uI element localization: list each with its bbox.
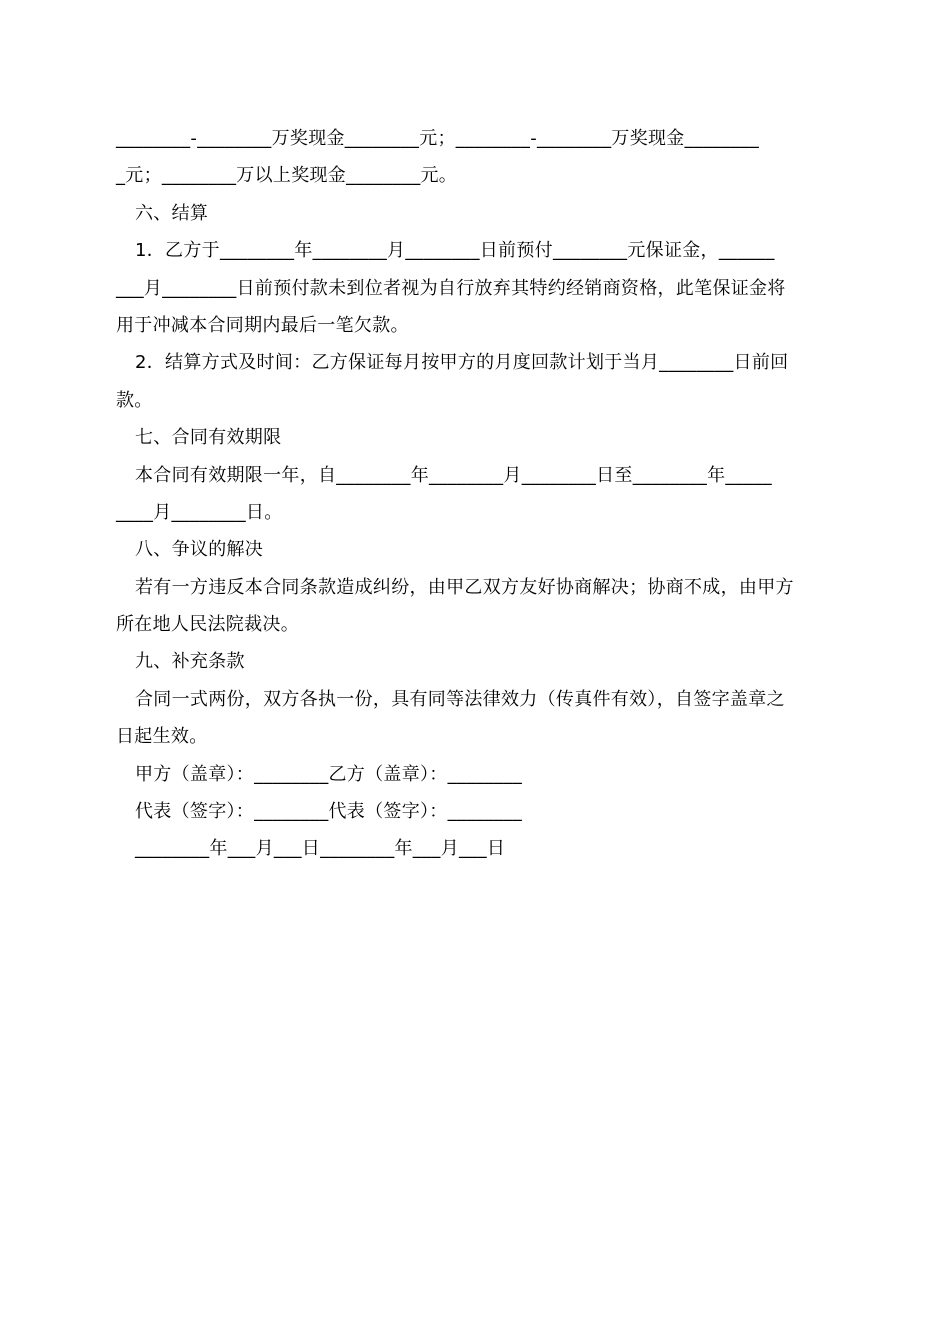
dispute-clause-line-2: 所在地人民法院裁决。 [116,614,299,636]
representative-signature-line: 代表（签字）：________代表（签字）：________ [135,801,522,823]
settlement-clause-1-line-1: 1．乙方于________年________月________日前预付________元保证金，______ [135,240,775,262]
validity-clause-line-2: ____月________日。 [116,501,283,523]
party-seal-line: 甲方（盖章）：________乙方（盖章）：________ [135,763,522,785]
section-9-heading: 九、补充条款 [135,651,245,673]
settlement-clause-1-line-3: 用于冲减本合同期内最后一笔欠款。 [116,314,409,336]
reward-tier-line-1: ________-________万奖现金________元；________-________万奖现金________ [116,128,759,149]
settlement-clause-2-line-2: 款。 [116,389,153,411]
section-8-heading: 八、争议的解决 [135,539,264,561]
supplement-clause-line-1: 合同一式两份，双方各执一份，具有同等法律效力（传真件有效），自签字盖章之 [135,688,785,710]
section-6-heading: 六、结算 [135,202,209,224]
section-7-heading: 七、合同有效期限 [135,427,282,449]
reward-tier-line-2: _元；________万以上奖现金________元。 [116,165,458,187]
validity-clause-line-1: 本合同有效期限一年，自________年________月________日至________年_____ [135,464,772,486]
dispute-clause-line-1: 若有一方违反本合同条款造成纠纷，由甲乙双方友好协商解决；协商不成，由甲方 [135,576,794,598]
contract-body [116,120,836,868]
signing-date-line: ________年___月___日________年___月___日 [135,838,506,860]
supplement-clause-line-2: 日起生效。 [116,726,208,748]
settlement-clause-2-line-1: 2．结算方式及时间：乙方保证每月按甲方的月度回款计划于当月________日前回 [135,352,789,374]
settlement-clause-1-line-2: ___月________日前预付款未到位者视为自行放弃其特约经销商资格，此笔保证金将 [116,277,786,299]
